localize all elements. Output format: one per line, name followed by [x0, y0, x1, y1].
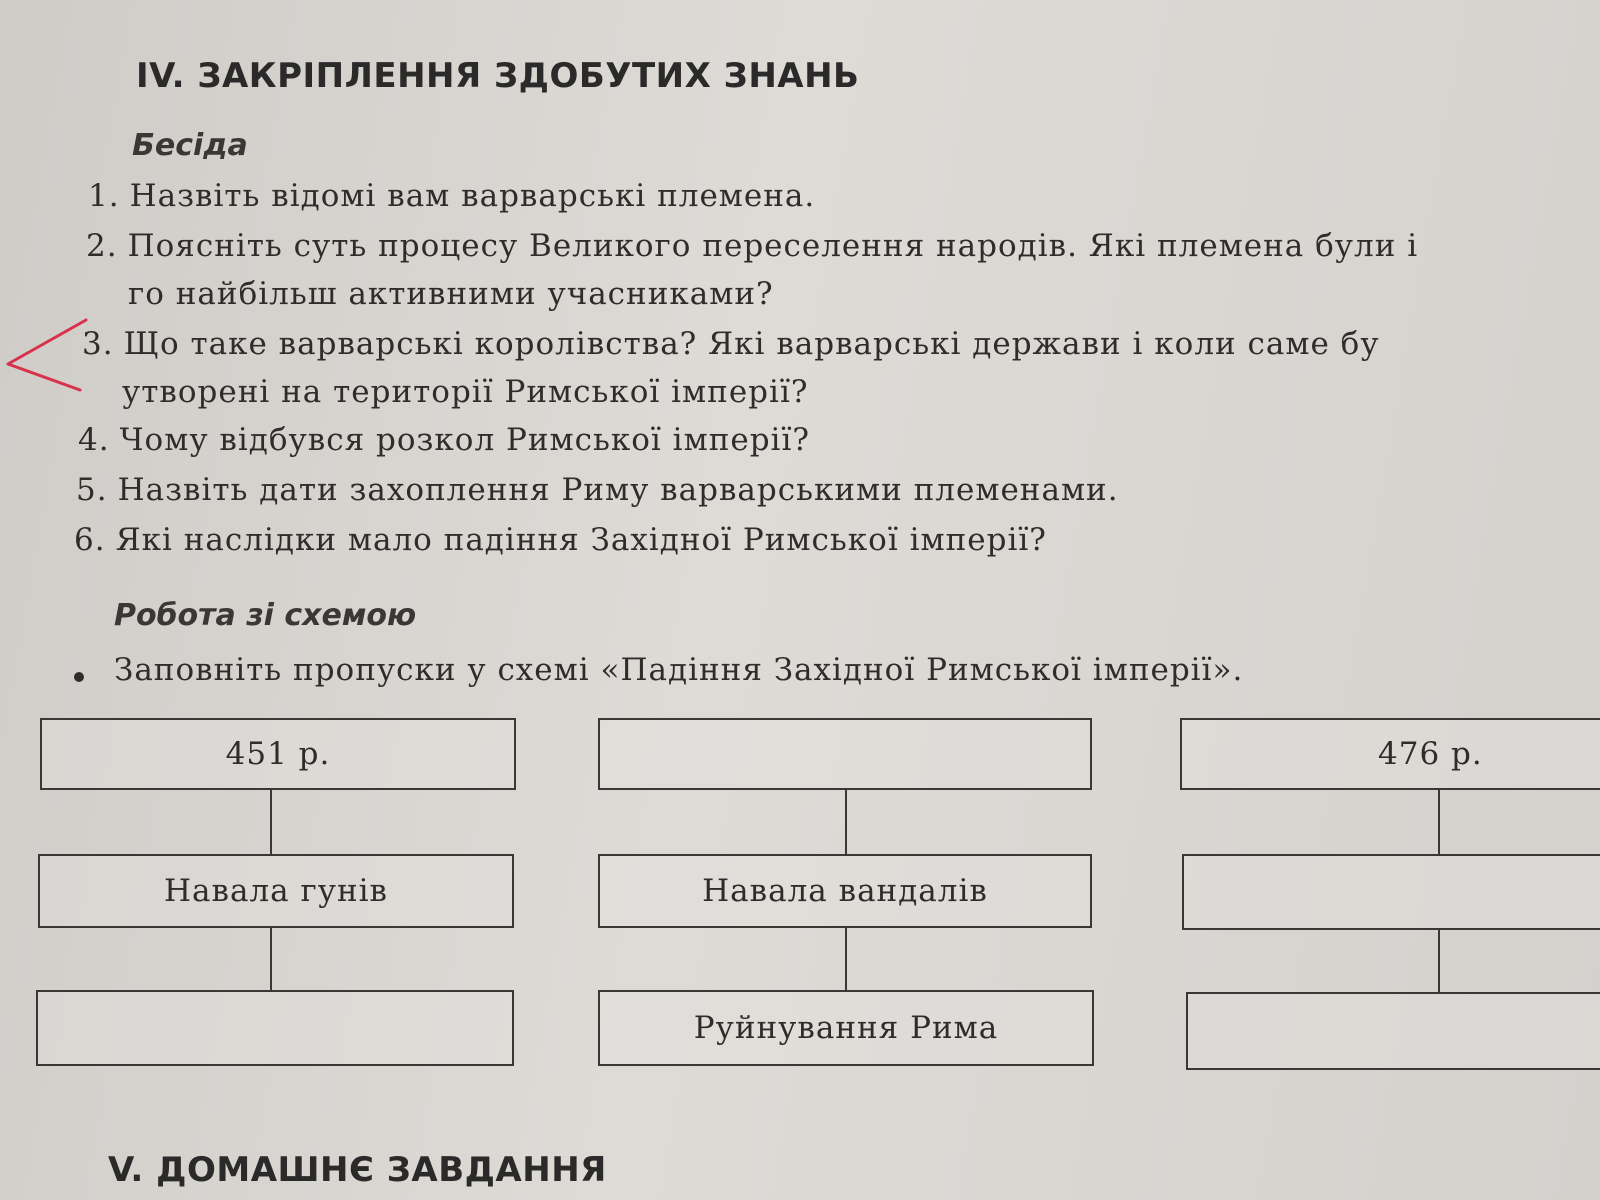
section-4-heading: IV. ЗАКРІПЛЕННЯ ЗДОБУТИХ ЗНАНЬ [136, 56, 860, 96]
question-6 [74, 522, 1047, 558]
connector-line [845, 928, 847, 990]
question-3 [82, 326, 1380, 362]
scheme-col2-bottom-box: Руйнування Рима [598, 990, 1094, 1066]
connector-line [1438, 930, 1440, 992]
question-4 [78, 422, 810, 458]
scheme-task: Заповніть пропуски у схемі «Падіння Західної Римської імперії». [114, 652, 1244, 688]
red-pen-mark [0, 318, 90, 398]
scheme-col1-middle-box: Навала гунів [38, 854, 514, 928]
question-text: Назвіть дати захоплення Риму варварськими племенами. [117, 472, 1119, 508]
conversation-subheading: Бесіда [132, 128, 248, 163]
question-2-continuation: го найбільш активними учасниками? [128, 276, 774, 312]
question-number: 6. [74, 522, 106, 558]
scheme-work-subheading: Робота зі схемою [114, 598, 417, 633]
connector-line [845, 790, 847, 854]
scheme-col3-middle-box [1182, 854, 1600, 930]
connector-line [270, 928, 272, 990]
scheme-col2-middle-box: Навала вандалів [598, 854, 1092, 928]
section-5-heading: V. ДОМАШНЄ ЗАВДАННЯ [108, 1150, 607, 1190]
question-number: 4. [78, 422, 110, 458]
question-text: Назвіть відомі вам варварські племена. [129, 178, 816, 214]
question-number: 1. [88, 178, 120, 214]
question-text: Що таке варварські королівства? Які варварські держави і коли саме бу [123, 326, 1380, 362]
question-text: Які наслідки мало падіння Західної Римської імперії? [115, 522, 1047, 558]
question-5 [76, 472, 1119, 508]
question-number: 2. [86, 228, 118, 264]
question-3-continuation: утворені на території Римської імперії? [122, 374, 809, 410]
bullet-point [74, 672, 84, 682]
question-1 [88, 178, 815, 214]
scheme-col1-top-box: 451 р. [40, 718, 516, 790]
question-text: Поясніть суть процесу Великого переселення народів. Які племена були і [127, 228, 1419, 264]
question-text: Чому відбувся розкол Римської імперії? [119, 422, 811, 458]
scheme-col2-top-box [598, 718, 1092, 790]
connector-line [1438, 790, 1440, 854]
question-2 [86, 228, 1418, 264]
question-number: 3. [82, 326, 114, 362]
connector-line [270, 790, 272, 854]
question-number: 5. [76, 472, 108, 508]
scheme-col3-bottom-box [1186, 992, 1600, 1070]
scheme-col3-top-box: 476 р. [1180, 718, 1600, 790]
scheme-col1-bottom-box [36, 990, 514, 1066]
